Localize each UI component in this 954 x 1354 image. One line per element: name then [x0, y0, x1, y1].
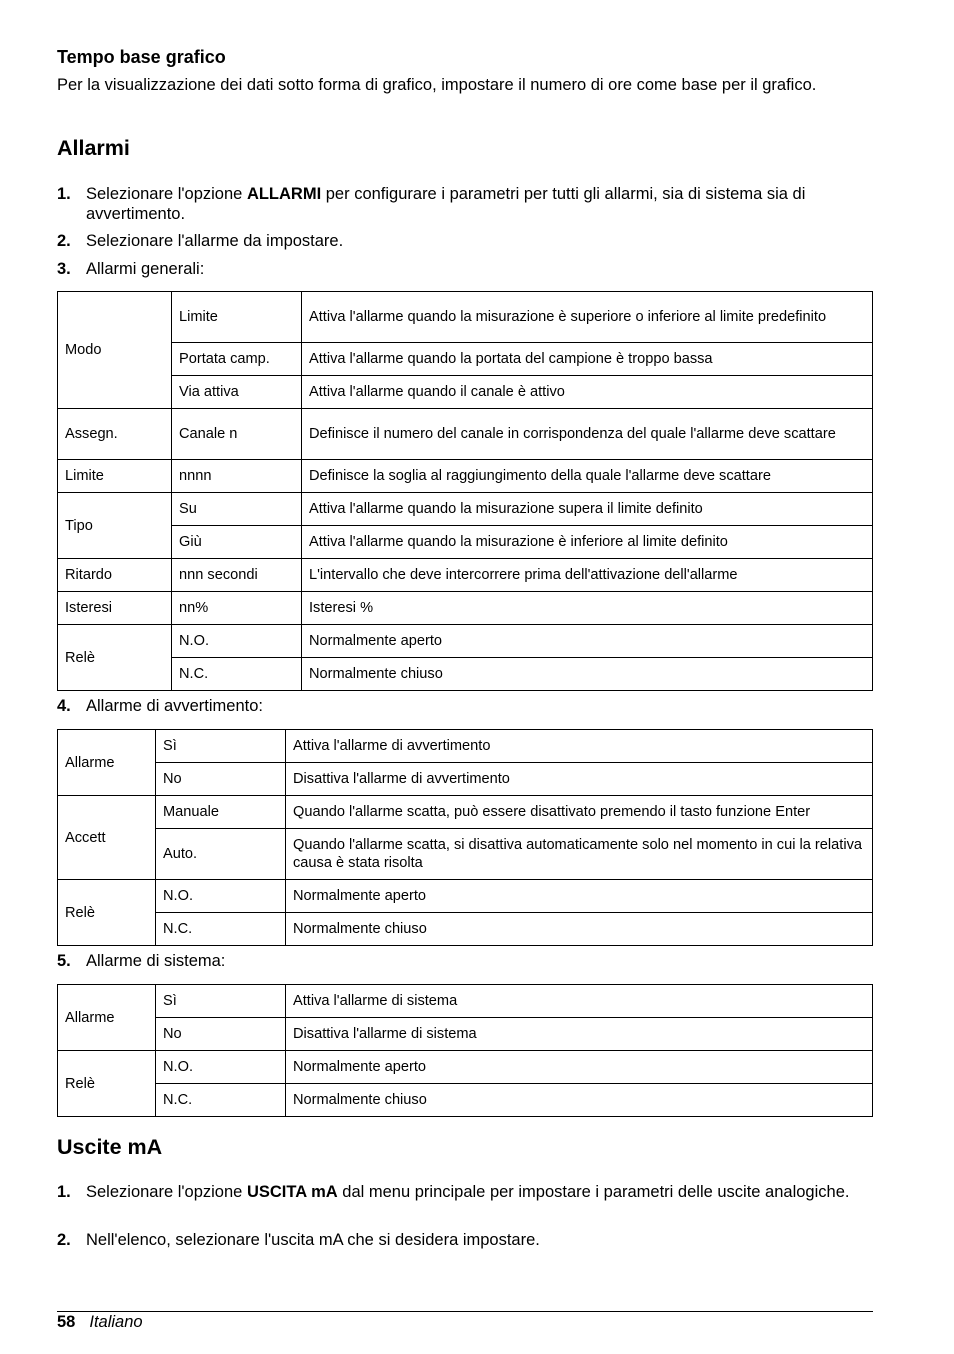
- table-cell: N.O.: [172, 625, 302, 658]
- table-row: [58, 913, 873, 946]
- table-row: [58, 985, 873, 1018]
- table-cell: Disattiva l'allarme di sistema: [286, 1018, 873, 1051]
- table-cell: Normalmente chiuso: [302, 658, 873, 691]
- table-row: [58, 658, 873, 691]
- table-row: [58, 592, 873, 625]
- system-alarm-table: [57, 984, 873, 1117]
- step-text: Allarme di sistema:: [86, 952, 226, 970]
- page-number: 58: [57, 1313, 76, 1331]
- table-row: [58, 343, 873, 376]
- table-row: [58, 829, 873, 880]
- step-text: Allarmi generali:: [86, 260, 205, 278]
- step-text: Nell'elenco, selezionare l'uscita mA che si desidera impostare.: [86, 1231, 540, 1249]
- table-cell: Relè: [58, 625, 172, 691]
- table-cell: Relè: [58, 880, 156, 946]
- table-cell: Accett: [58, 796, 156, 880]
- table-cell: Tipo: [58, 493, 172, 559]
- allarmi-heading: Allarmi: [57, 136, 130, 160]
- table-cell: Definisce la soglia al raggiungimento della quale l'allarme deve scattare: [302, 460, 873, 493]
- uscite-heading: Uscite mA: [57, 1135, 163, 1159]
- table-cell: No: [156, 763, 286, 796]
- table-cell: Attiva l'allarme quando la misurazione supera il limite definito: [302, 493, 873, 526]
- menu-option-name: USCITA mA: [246, 1183, 338, 1201]
- table-row: [58, 292, 873, 343]
- table-cell: Sì: [156, 730, 286, 763]
- list-item: [57, 1230, 872, 1250]
- table-cell: Normalmente aperto: [302, 625, 873, 658]
- table-cell: Allarme: [58, 730, 156, 796]
- table-row: [58, 1051, 873, 1084]
- step-text: Selezionare l'allarme da impostare.: [86, 232, 344, 250]
- table-cell: N.C.: [156, 913, 286, 946]
- table-cell: Attiva l'allarme quando la misurazione è superiore o inferiore al limite predefinito: [302, 292, 873, 343]
- general-alarms-table: [57, 291, 873, 691]
- table-cell: nn%: [172, 592, 302, 625]
- step-text: Allarme di avvertimento:: [86, 697, 263, 715]
- table-cell: Sì: [156, 985, 286, 1018]
- table-row: [58, 493, 873, 526]
- table-cell: No: [156, 1018, 286, 1051]
- section-subheading: Tempo base grafico: [57, 47, 226, 67]
- table-cell: Manuale: [156, 796, 286, 829]
- step-number: 5.: [57, 952, 71, 970]
- list-item: [57, 231, 872, 251]
- table-row: [58, 763, 873, 796]
- table-cell: N.O.: [156, 1051, 286, 1084]
- graph-description: Per la visualizzazione dei dati sotto forma di grafico, impostare il numero di ore come base per il grafico.: [57, 76, 817, 94]
- step-number: 1.: [57, 1183, 71, 1201]
- table-cell: Isteresi: [58, 592, 172, 625]
- list-item: [57, 951, 872, 971]
- table-cell: Portata camp.: [172, 343, 302, 376]
- table-cell: Disattiva l'allarme di avvertimento: [286, 763, 873, 796]
- table-cell: Quando l'allarme scatta, può essere disattivato premendo il tasto funzione Enter: [286, 796, 873, 829]
- table-cell: N.O.: [156, 880, 286, 913]
- footer-divider: [57, 1311, 873, 1312]
- table-cell: Attiva l'allarme quando la portata del campione è troppo bassa: [302, 343, 873, 376]
- step-text: Selezionare l'opzione ALLARMI per configurare i parametri per tutti gli allarmi, sia di sistema sia di avvertimento.: [86, 185, 806, 223]
- table-cell: N.C.: [156, 1084, 286, 1117]
- table-cell: Canale n: [172, 409, 302, 460]
- table-row: [58, 625, 873, 658]
- table-row: [58, 730, 873, 763]
- list-item: [57, 696, 872, 716]
- table-cell: L'intervallo che deve intercorrere prima dell'attivazione dell'allarme: [302, 559, 873, 592]
- list-item: [57, 259, 872, 279]
- step-number: 1.: [57, 185, 71, 203]
- table-row: [58, 526, 873, 559]
- table-cell: Ritardo: [58, 559, 172, 592]
- table-cell: Auto.: [156, 829, 286, 880]
- table-cell: Normalmente aperto: [286, 880, 873, 913]
- table-cell: Allarme: [58, 985, 156, 1051]
- table-cell: Limite: [58, 460, 172, 493]
- table-row: [58, 559, 873, 592]
- table-cell: Normalmente chiuso: [286, 1084, 873, 1117]
- table-cell: Via attiva: [172, 376, 302, 409]
- table-cell: Su: [172, 493, 302, 526]
- table-cell: Attiva l'allarme di avvertimento: [286, 730, 873, 763]
- menu-option-name: ALLARMI: [246, 185, 322, 203]
- table-cell: nnnn: [172, 460, 302, 493]
- page-footer: [57, 1312, 143, 1332]
- table-cell: Assegn.: [58, 409, 172, 460]
- footer-language: Italiano: [89, 1313, 143, 1331]
- table-cell: Attiva l'allarme di sistema: [286, 985, 873, 1018]
- list-item: [57, 1182, 872, 1202]
- table-row: [58, 880, 873, 913]
- table-cell: nnn secondi: [172, 559, 302, 592]
- table-cell: Limite: [172, 292, 302, 343]
- step-text: Selezionare l'opzione USCITA mA dal menu principale per impostare i parametri delle uscite analogiche.: [86, 1183, 850, 1201]
- table-row: [58, 460, 873, 493]
- step-number: 3.: [57, 260, 71, 278]
- table-cell: Attiva l'allarme quando il canale è attivo: [302, 376, 873, 409]
- table-cell: Quando l'allarme scatta, si disattiva automaticamente solo nel momento in cui la relativa causa è stata risolta: [286, 829, 873, 880]
- step-number: 2.: [57, 232, 71, 250]
- step-number: 2.: [57, 1231, 71, 1249]
- warning-alarm-table: [57, 729, 873, 946]
- table-row: [58, 376, 873, 409]
- list-item: [57, 184, 872, 224]
- table-cell: Definisce il numero del canale in corrispondenza del quale l'allarme deve scattare: [302, 409, 873, 460]
- table-cell: Modo: [58, 292, 172, 409]
- table-row: [58, 409, 873, 460]
- table-cell: Isteresi %: [302, 592, 873, 625]
- table-cell: Relè: [58, 1051, 156, 1117]
- table-row: [58, 796, 873, 829]
- table-row: [58, 1018, 873, 1051]
- table-cell: N.C.: [172, 658, 302, 691]
- table-row: [58, 1084, 873, 1117]
- table-cell: Attiva l'allarme quando la misurazione è inferiore al limite definito: [302, 526, 873, 559]
- table-cell: Normalmente aperto: [286, 1051, 873, 1084]
- table-cell: Normalmente chiuso: [286, 913, 873, 946]
- step-number: 4.: [57, 697, 71, 715]
- table-cell: Giù: [172, 526, 302, 559]
